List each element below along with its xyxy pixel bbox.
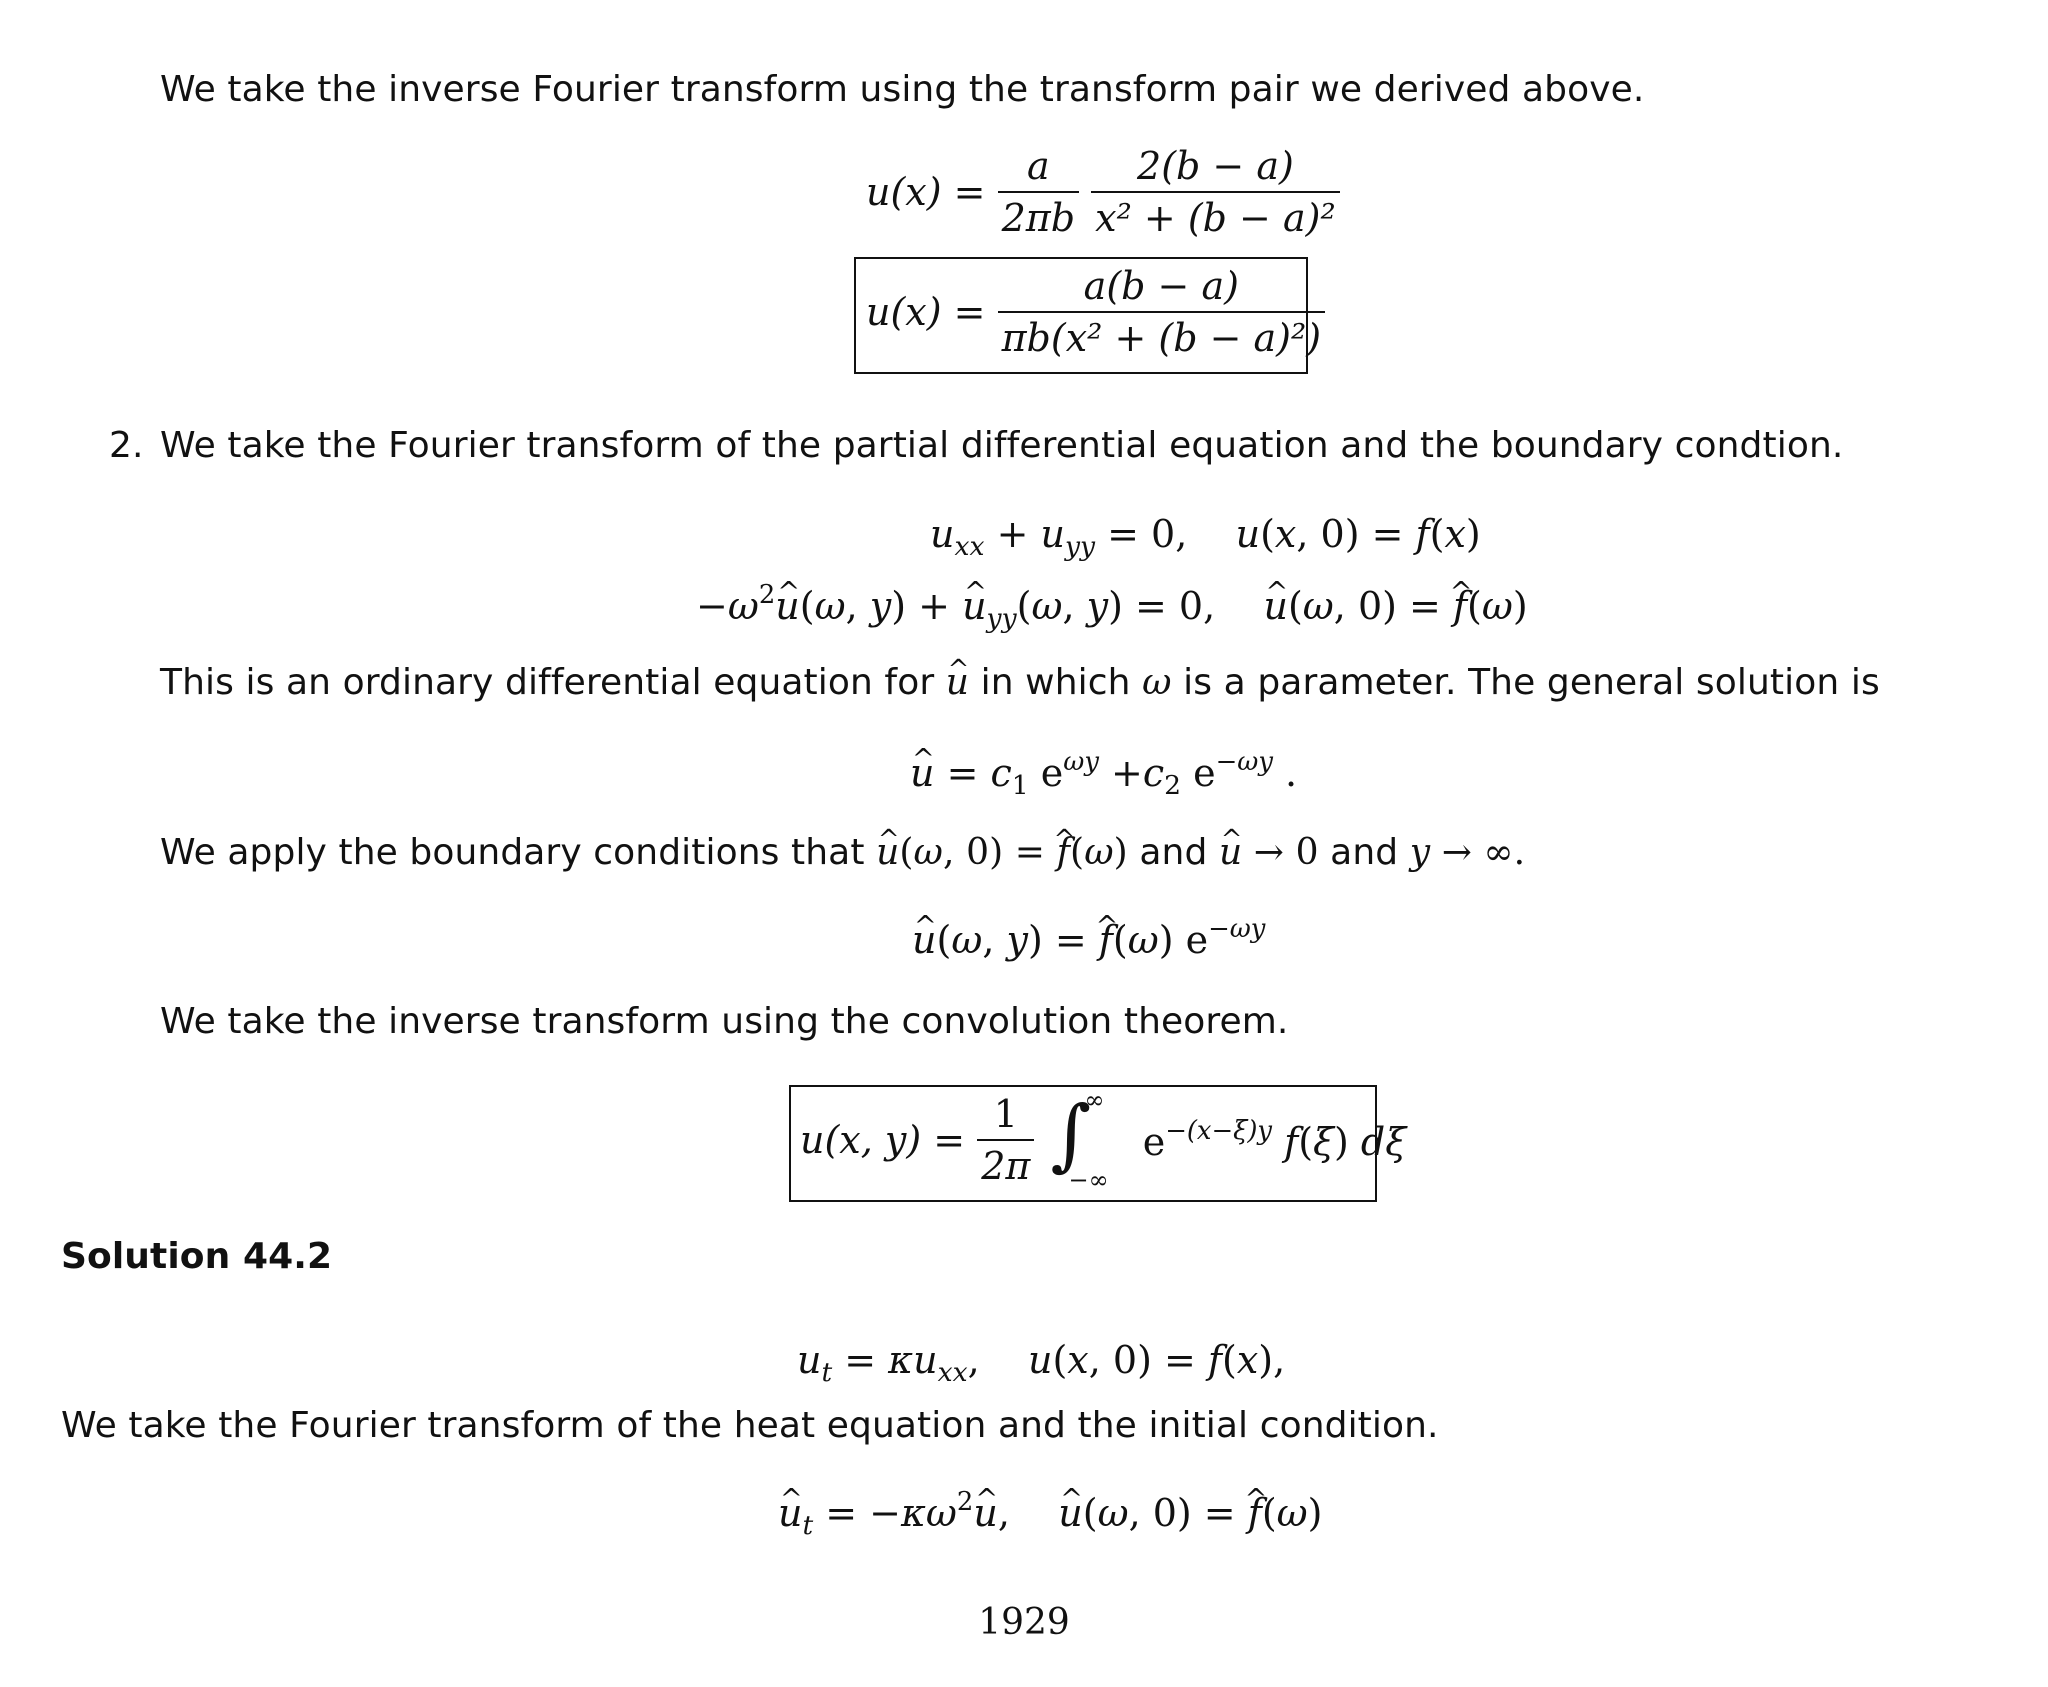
equation-u-of-x-product [866, 144, 1340, 240]
eq1-f2-denominator: x² + (b − a)² [1091, 191, 1340, 237]
eq1-f1-denominator: 2πb [998, 191, 1079, 237]
paragraph-inverse-transform: We take the inverse Fourier transform using the transform pair we derived above. [160, 69, 1645, 110]
paragraph-boundary-conditions: We apply the boundary conditions that u ^(ω, 0) = f ^(ω) and u ^ → 0 and y → ∞. [160, 835, 1525, 871]
eq2-denominator: πb(x² + (b − a)²) [998, 311, 1325, 357]
paragraph-ode-description: This is an ordinary differential equation for u ^ in which ω is a parameter. The general solution is [160, 665, 1880, 701]
eq1-fraction-a-over-2pib [998, 144, 1079, 240]
paragraph-convolution-theorem: We take the inverse transform using the convolution theorem. [160, 1001, 1289, 1042]
final-fraction [977, 1092, 1034, 1188]
list-item-number: 2. [109, 425, 144, 466]
final-numerator: 1 [993, 1092, 1018, 1136]
page-number: 1929 [978, 1602, 1070, 1643]
eq2-lhs: u(x) = [866, 290, 986, 334]
final-denominator: 2π [977, 1139, 1034, 1185]
final-lhs: u(x, y) = [800, 1118, 966, 1162]
equation-u-of-x-simplified [866, 264, 1325, 360]
paragraph-fourier-transform-pde: We take the Fourier transform of the partial differential equation and the boundary condtion. [160, 425, 1844, 466]
paragraph-heat-transform: We take the Fourier transform of the heat equation and the initial condition. [61, 1405, 1439, 1446]
equation-heat: $u_t = \kappa u_{xx}$, u(x, 0) = f(x), [797, 1338, 1286, 1388]
equation-transformed-heat: u $\^{}_t = -\kappa\omega^2u$ ^, u ^(ω, 0) = f ^(ω) [778, 1490, 1322, 1540]
eq2-fraction [998, 264, 1325, 360]
equation-convolution-integral: u(x, y) = $\frac{1}{2\pi}$ ∫ ∞ −∞ $e^{-(x-\xi)y}$ f(ξ) dξ [800, 1086, 1407, 1194]
equation-laplace: $u_{xx} + u_{yy} = 0$, u(x, 0) = f(x) [930, 512, 1481, 562]
eq2-numerator: a(b − a) [1083, 264, 1239, 308]
equation-u-hat-solution: u ^(ω, y) = f ^(ω) $e^{-\omega y}$ [912, 917, 1265, 959]
heading-solution-44-2: Solution 44.2 [61, 1236, 333, 1277]
eq1-f2-numerator: 2(b − a) [1137, 144, 1294, 188]
equation-transformed-ode: $-\omega^2u$ ^(ω, y) + u $\^{}_{yy}(\omega$, y) = 0, u ^(ω, 0) = f ^(ω) [696, 583, 1528, 633]
equation-general-solution: u ^ = $c_1$ $e^{\omega y} +c_2$ $e^{-\omega y}$ . [910, 750, 1297, 800]
eq1-fraction-two-b-minus-a [1091, 144, 1340, 240]
integral-sign: ∫ ∞ −∞ [1050, 1086, 1109, 1194]
eq1-f1-numerator: a [1026, 144, 1050, 188]
eq1-lhs: u(x) = [866, 170, 986, 214]
